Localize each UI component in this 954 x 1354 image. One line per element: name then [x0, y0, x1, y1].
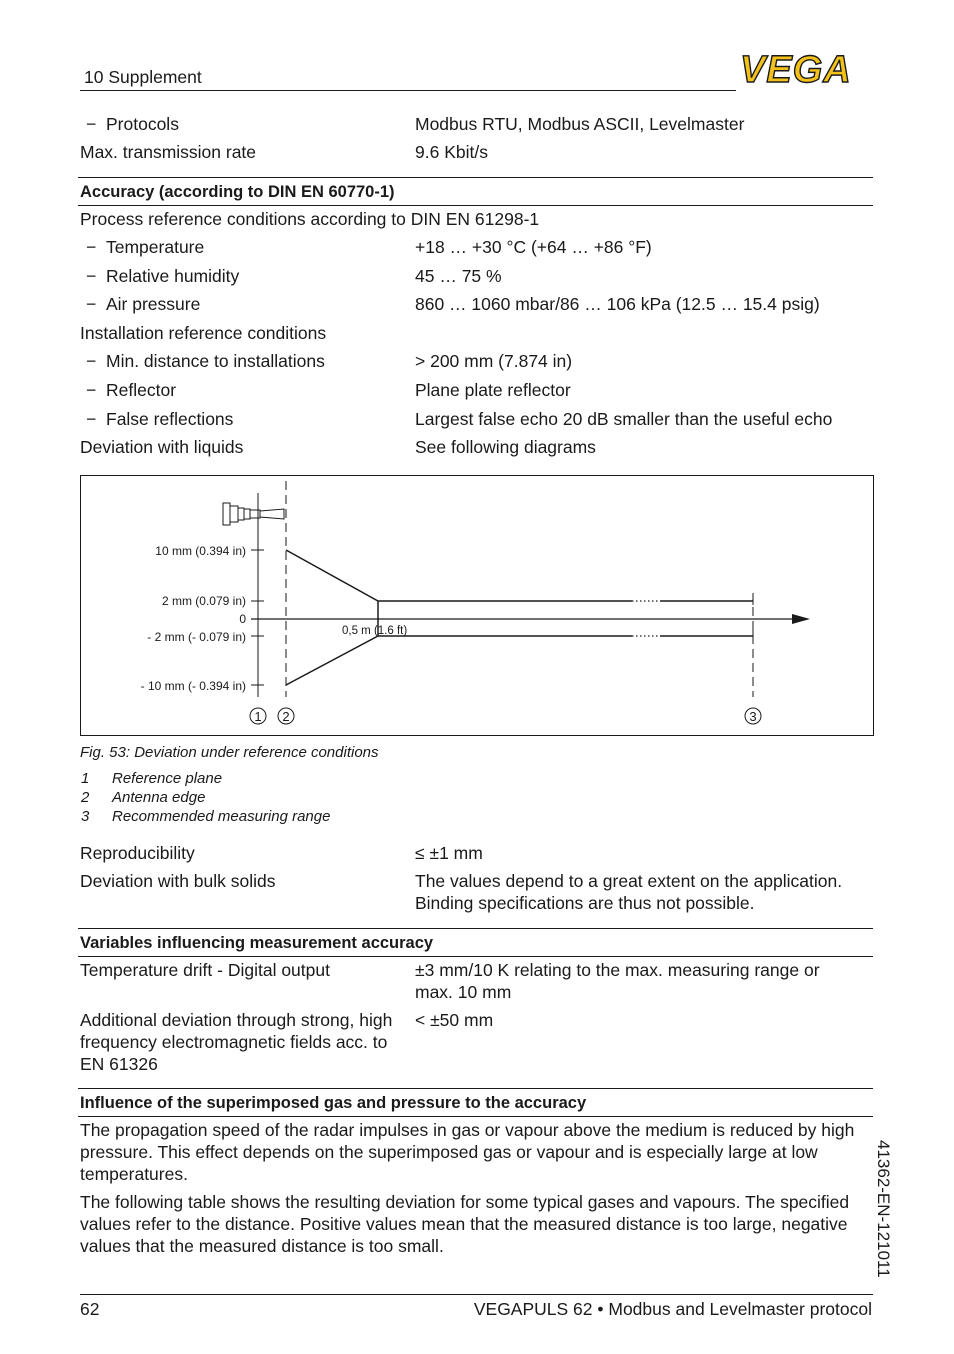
false-reflections-value: Largest false echo 20 dB smaller than the useful echo	[415, 409, 833, 429]
bulk-solids-value-1: The values depend to a great extent on the application.	[415, 871, 843, 891]
gas-heading: Influence of the superimposed gas and pressure to the accuracy	[80, 1094, 587, 1112]
legend-text-1: Reference plane	[112, 770, 223, 787]
emc-value: < ±50 mm	[415, 1010, 494, 1030]
deviation-diagram	[80, 475, 874, 736]
emc-label-1: Additional deviation through strong, high	[80, 1010, 393, 1030]
figure-caption: Fig. 53: Deviation under reference conditions	[80, 744, 379, 761]
variables-heading: Variables influencing measurement accuracy	[80, 934, 434, 952]
footer-rule	[80, 1294, 873, 1295]
process-reference: Process reference conditions according to DIN EN 61298-1	[80, 209, 540, 229]
reproducibility-label: Reproducibility	[80, 843, 195, 863]
vega-logo	[740, 52, 874, 84]
temperature-drift-label: Temperature drift - Digital output	[80, 960, 330, 980]
liquids-label: Deviation with liquids	[80, 437, 244, 457]
bulk-solids-value-2: Binding specifications are thus not possible.	[415, 893, 755, 913]
variables-bottom-rule	[78, 956, 873, 957]
liquids-value: See following diagrams	[415, 437, 596, 457]
min-distance-value: > 200 mm (7.874 in)	[415, 351, 573, 371]
document-code: 41362-EN-121011	[874, 1140, 893, 1278]
min-distance-label: − Min. distance to installations	[86, 351, 325, 371]
temperature-label: − Temperature	[86, 237, 205, 257]
protocols-value: Modbus RTU, Modbus ASCII, Levelmaster	[415, 114, 745, 134]
legend-text-2: Antenna edge	[112, 789, 206, 806]
svg-text:VEGA: VEGA	[740, 52, 852, 84]
accuracy-top-rule	[78, 177, 873, 178]
gas-paragraph-1: The propagation speed of the radar impulses in gas or vapour above the medium is reduced by high pressure. This effect depends on the superimposed gas or vapour and is especially large at low temperatures.	[80, 1120, 855, 1184]
svg-text:3: 3	[749, 709, 757, 724]
air-pressure-value: 860 … 1060 mbar/86 … 106 kPa (12.5 … 15.4 psig)	[415, 294, 820, 314]
svg-text:1: 1	[254, 709, 262, 724]
page-number: 62	[80, 1299, 100, 1319]
temperature-drift-value-2: max. 10 mm	[415, 982, 512, 1002]
reproducibility-value: ≤ ±1 mm	[415, 843, 483, 863]
reflector-label: − Reflector	[86, 380, 177, 400]
reflector-value: Plane plate reflector	[415, 380, 571, 400]
header-rule	[80, 90, 736, 91]
installation-reference: Installation reference conditions	[80, 323, 327, 343]
transmission-rate-label: Max. transmission rate	[80, 142, 257, 162]
temperature-drift-value-1: ±3 mm/10 K relating to the max. measuring range or	[415, 960, 820, 980]
section-title: 10 Supplement	[84, 67, 202, 87]
humidity-label: − Relative humidity	[86, 266, 240, 286]
legend-num-2: 2	[81, 789, 90, 806]
svg-text:2: 2	[282, 709, 290, 724]
ylabel-neg10mm: - 10 mm (- 0.394 in)	[140, 679, 246, 693]
protocols-label: − Protocols	[86, 114, 179, 134]
footer-title: VEGAPULS 62 • Modbus and Levelmaster protocol	[473, 1299, 872, 1319]
ylabel-neg2mm: - 2 mm (- 0.079 in)	[147, 630, 246, 644]
ylabel-2mm: 2 mm (0.079 in)	[161, 594, 246, 608]
emc-label-3: EN 61326	[80, 1054, 158, 1074]
legend-num-3: 3	[81, 808, 90, 825]
xlabel-05m: 0,5 m (1.6 ft)	[342, 625, 408, 637]
gas-paragraph-2: The following table shows the resulting deviation for some typical gases and vapours. The specified values refer to the distance. Positive values mean that the measured distance is too large, negative values that the measured distance is too small.	[80, 1192, 850, 1256]
ylabel-10mm: 10 mm (0.394 in)	[155, 544, 246, 558]
legend-text-3: Recommended measuring range	[112, 808, 331, 825]
ylabel-0: 0	[239, 612, 246, 626]
emc-label-2: frequency electromagnetic fields acc. to	[80, 1032, 388, 1052]
gas-top-rule	[78, 1088, 873, 1089]
legend-num-1: 1	[81, 770, 90, 787]
air-pressure-label: − Air pressure	[86, 294, 201, 314]
humidity-value: 45 … 75 %	[415, 266, 502, 286]
accuracy-bottom-rule	[78, 205, 873, 206]
false-reflections-label: − False reflections	[86, 409, 234, 429]
accuracy-heading: Accuracy (according to DIN EN 60770-1)	[80, 183, 395, 201]
variables-top-rule	[78, 928, 873, 929]
bulk-solids-label: Deviation with bulk solids	[80, 871, 276, 891]
transmission-rate-value: 9.6 Kbit/s	[415, 142, 488, 162]
gas-bottom-rule	[78, 1116, 873, 1117]
temperature-value: +18 … +30 °C (+64 … +86 °F)	[415, 237, 652, 257]
